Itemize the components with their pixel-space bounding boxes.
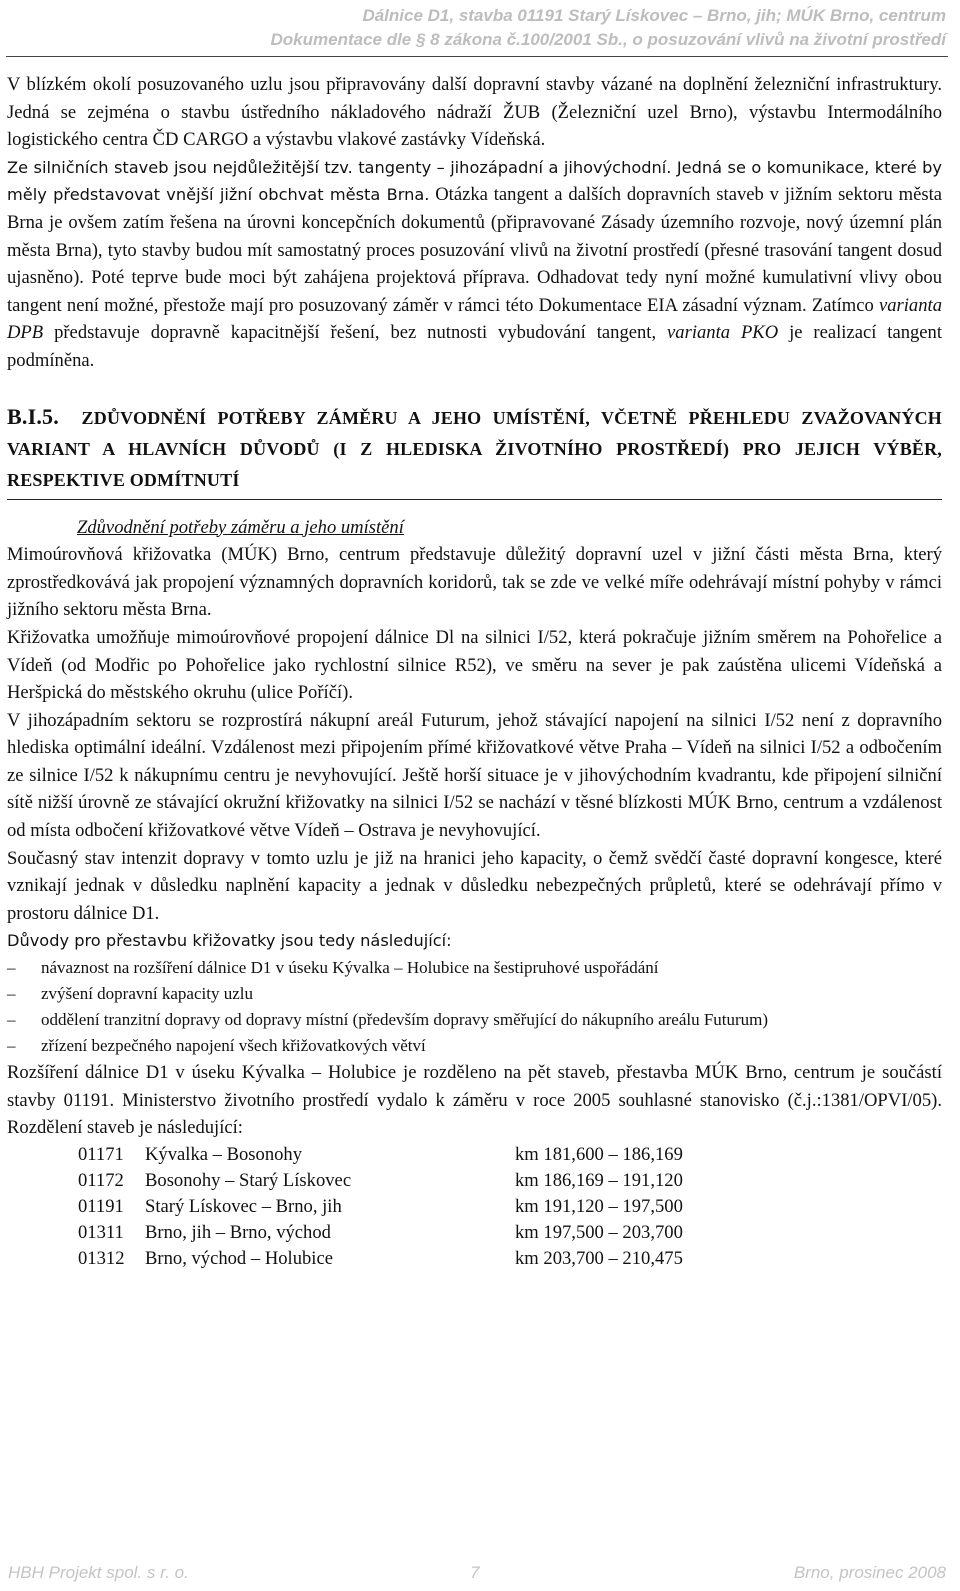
- paragraph-traffic: Současný stav intenzit dopravy v tomto uzlu je již na hranici jeho kapacity, o čemž svědčí časté dopravní kongesce, které vznikají jednak v důsledku naplnění kapacity a jednak v důsledku nebezpečných průpletů, které se odehrávají přímo v prostoru dálnice D1.: [7, 847, 942, 924]
- tangents-body-3: je realizací tangent podmíněna.: [7, 322, 943, 371]
- paragraph-muk-intro: Mimoúrovňová křižovatka (MÚK) Brno, centrum představuje důležitý dopravní uzel v jižní části města Brna, který zprostředkovává jak propojení významných dopravních koridorů, tak se zde ve velké míře odehrávají místní pohyby v rámci jižního sektoru města Brna.: [7, 544, 942, 621]
- header-subtitle: Dokumentace dle § 8 zákona č.100/2001 Sb., o posuzování vlivů na životní prostředí: [270, 30, 946, 49]
- tangents-intro: Ze silničních staveb jsou nejdůležitější tzv. tangenty – jihozápadní a jihovýchodní. Jedná se o komunikace, které by měly představovat vnější jižní obchvat města Brna.: [7, 157, 942, 205]
- variant-dpb: varianta DPB: [7, 294, 942, 344]
- header-divider: [6, 56, 948, 57]
- tangents-body-2: představuje dopravně kapacitnější řešení, bez nutnosti vybudování tangent,: [43, 322, 668, 344]
- section-title: ZDŮVODNĚNÍ POTŘEBY ZÁMĚRU A JEHO UMÍSTĚNÍ, VČETNĚ PŘEHLEDU ZVAŽOVANÝCH VARIANT A HLAVNÍCH DŮVODŮ (I Z HLEDISKA ŽIVOTNÍHO PROSTŘEDÍ) PRO JEJICH VÝBĚR, RESPEKTIVE ODMÍTNUTÍ: [7, 407, 942, 490]
- table-row: 01191 Starý Lískovec – Brno, jih km 191,120 – 197,500: [78, 1195, 683, 1217]
- paragraph-reasons-intro: Důvody pro přestavbu křižovatky jsou tedy následující:: [7, 931, 452, 951]
- paragraph-futurum: V jihozápadním sektoru se rozprostírá nákupní areál Futurum, jehož stávající napojení na silnici I/52 není z dopravního hlediska optimální ideální. Vzdálenost mezi připojením přímé křižovatkové větve Praha – Vídeň na silnici I/52 a odbočením ze silnice I/52 k nákupnímu centru je nevyhovující. Ještě horší situace je v jihovýchodním kvadrantu, kde připojení silniční sítě nižší úrovně ze stávající okružní křižovatky na silnici I/52 se nachází v těsné blízkosti MÚK Brno, centrum a vzdálenost od místa odbočení křižovatkové větve Vídeň – Ostrava je nevyhovující.: [7, 709, 942, 842]
- paragraph-stavby: Rozšíření dálnice D1 v úseku Kývalka – Holubice je rozděleno na pět staveb, přestavba MÚK Brno, centrum je součástí stavby 01191. Ministerstvo životního prostředí vydalo k záměru v roce 2005 souhlasné stanovisko (č.j.:1381/OPVI/05). Rozdělení staveb je následující:: [7, 1062, 942, 1139]
- document-body: [7, 71, 942, 1272]
- footer-company: HBH Projekt spol. s r. o.: [8, 1563, 189, 1582]
- dash-marker: –: [7, 958, 16, 978]
- footer-date: Brno, prosinec 2008: [793, 1563, 946, 1582]
- list-item: – návaznost na rozšíření dálnice D1 v úseku Kývalka – Holubice na šestipruhové uspořádání: [7, 955, 942, 981]
- header-title: Dálnice D1, stavba 01191 Starý Lískovec – Brno, jih; MÚK Brno, centrum: [362, 6, 946, 25]
- paragraph-tangents: [7, 154, 942, 375]
- table-row: 01172 Bosonohy – Starý Lískovec km 186,169 – 191,120: [78, 1169, 683, 1191]
- reasons-list: [7, 955, 942, 1059]
- paragraph-rail-infrastructure: V blízkém okolí posuzovaného uzlu jsou připravovány další dopravní stavby vázané na doplnění železniční infrastruktury. Jedná se zejména o stavbu ústředního nákladového nádraží ŽUB (Železniční uzel Brno), výstavbu Intermodálního logistického centra ČD CARGO a výstavbu vlakové zastávky Vídeňská.: [7, 74, 942, 151]
- table-row: 01311 Brno, jih – Brno, východ km 197,500 – 203,700: [78, 1221, 683, 1243]
- page-header: [0, 4, 960, 52]
- page-number: 7: [470, 1563, 480, 1582]
- list-item: – oddělení tranzitní dopravy od dopravy místní (především dopravy směřující do nákupního areálu Futurum): [7, 1007, 942, 1033]
- table-row: 01312 Brno, východ – Holubice km 203,700 – 210,475: [78, 1247, 683, 1269]
- dash-marker: –: [7, 1010, 16, 1030]
- dash-marker: –: [7, 1036, 16, 1056]
- dash-marker: –: [7, 984, 16, 1004]
- list-item: – zvýšení dopravní kapacity uzlu: [7, 981, 942, 1007]
- section-number: B.I.5.: [7, 403, 59, 429]
- tangents-body: Otázka tangent a dalších dopravních staveb v jižním sektoru města Brna je ovšem zatím řešena na úrovni koncepčních dokumentů (připravované Zásady územního rozvoje, nový územní plán města Brna), tyto stavby budou mít samostatný proces posuzování vlivů na životní prostředí (přesné trasování tangent dosud ujasněno). Poté teprve bude moci být zahájena projektová příprava. Odhadovat tedy nyní možné kumulativní vlivy obou tangent není možné, přestože mají pro posuzovaný záměr v rámci této Dokumentace EIA zásadní význam. Zatímco: [7, 184, 942, 316]
- paragraph-junction: Křižovatka umožňuje mimoúrovňové propojení dálnice Dl na silnici I/52, která pokračuje jižním směrem na Pohořelice a Vídeň (od Modřic po Pohořelice jako rychlostní silnice R52), ve směru na sever je pak zaústěna ulicemi Vídeňská a Heršpická do městského okruhu (ulice Poříčí).: [7, 626, 942, 704]
- stavby-table: [78, 1142, 683, 1272]
- table-row: 01171 Kývalka – Bosonohy km 181,600 – 186,169: [78, 1143, 683, 1165]
- list-item: – zřízení bezpečného napojení všech křižovatkových větví: [7, 1033, 942, 1059]
- section-heading: [7, 401, 942, 500]
- subsection-title: Zdůvodnění potřeby záměru a jeho umístění: [77, 516, 404, 538]
- page-footer: [8, 1563, 946, 1591]
- variant-pko: varianta PKO: [667, 322, 779, 344]
